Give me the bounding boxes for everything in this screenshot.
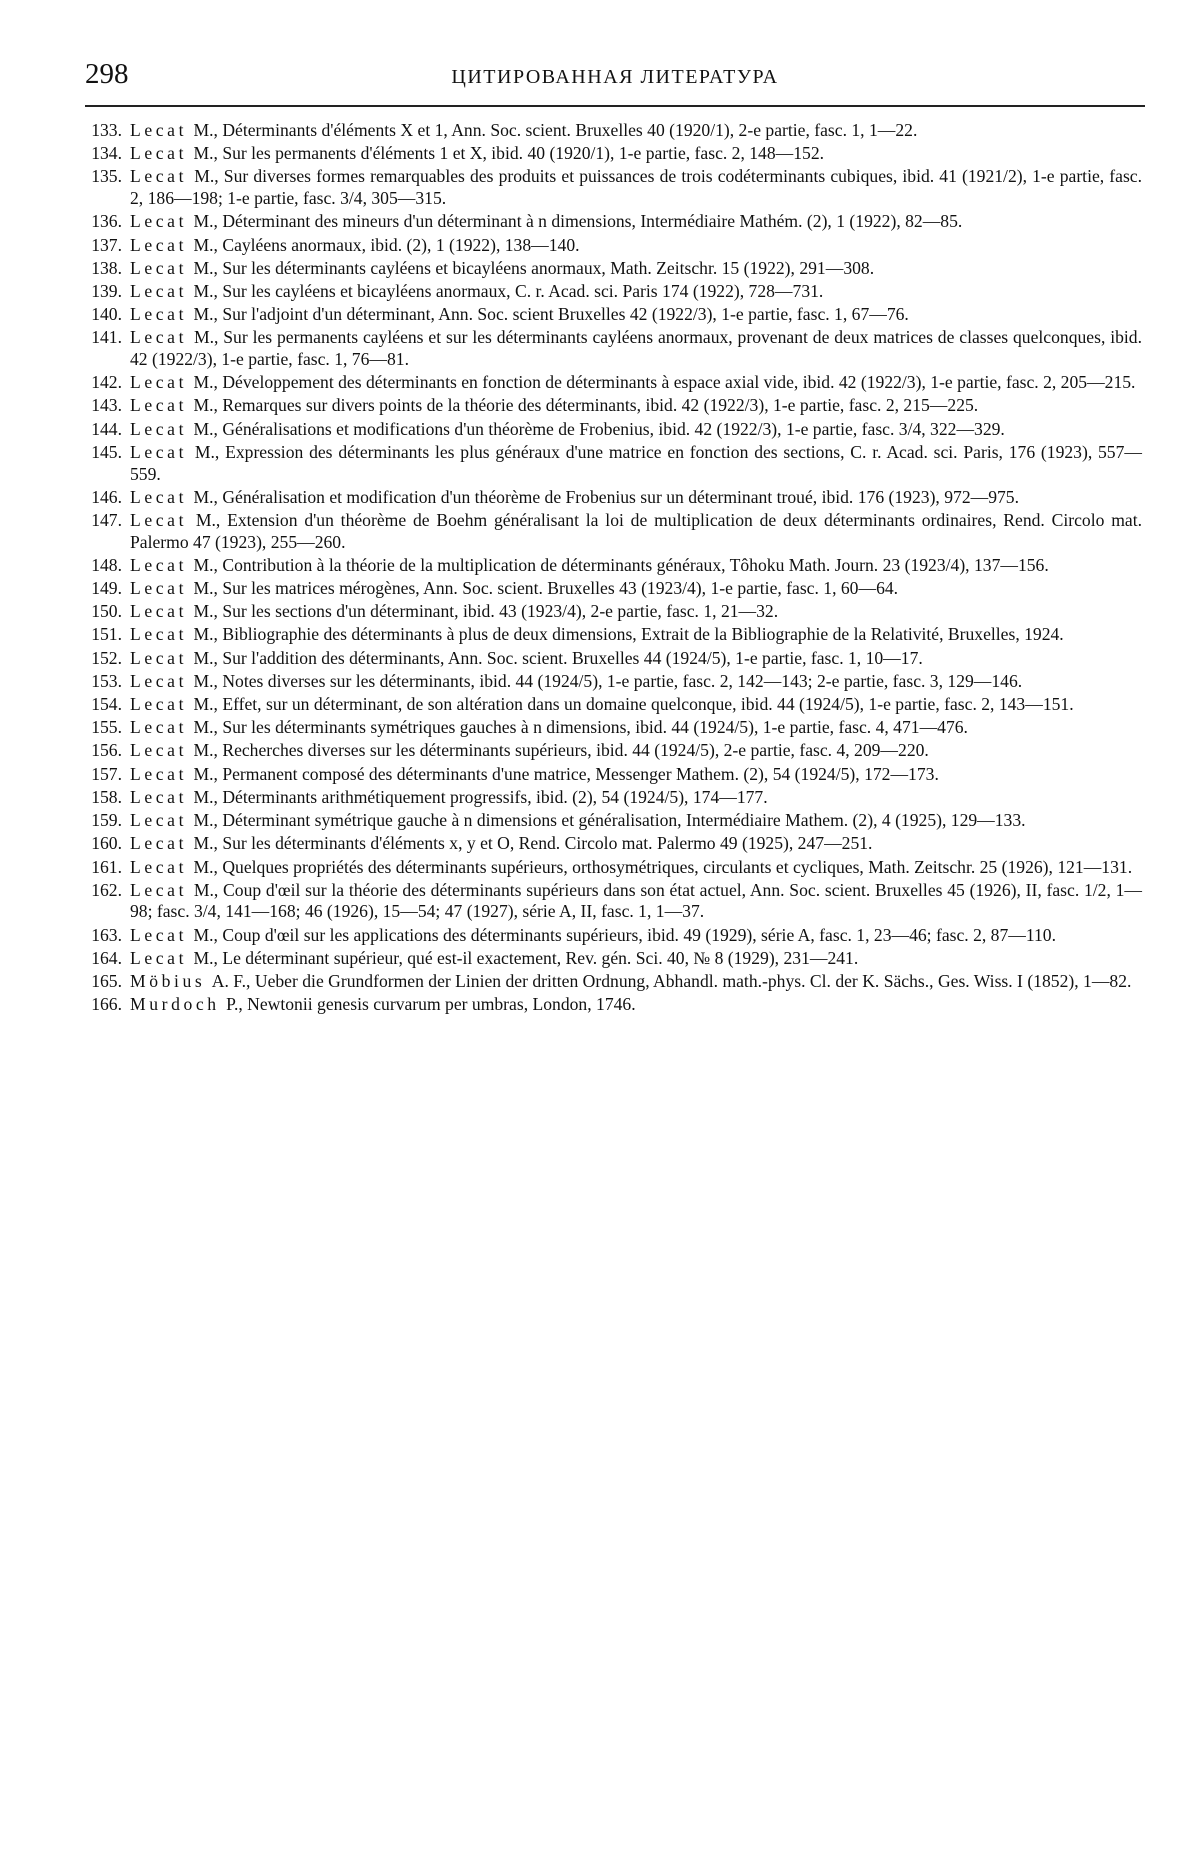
- reference-text: Sur les déterminants d'éléments x, y et O, Rend. Circolo mat. Palermo 49 (1925), 247—251.: [222, 833, 872, 853]
- reference-author: Lecat: [130, 787, 187, 807]
- reference-text: Sur les permanents d'éléments 1 et X, ibid. 40 (1920/1), 1-e partie, fasc. 2, 148—152.: [222, 143, 824, 163]
- reference-author: Lecat: [130, 764, 187, 784]
- reference-number: 140.: [60, 304, 122, 326]
- reference-entry: [60, 327, 1142, 370]
- reference-number: 148.: [60, 555, 122, 577]
- reference-entry: [60, 372, 1142, 394]
- reference-author: Lecat: [130, 211, 187, 231]
- reference-initials: M.,: [193, 671, 217, 691]
- reference-text: Déterminants d'éléments X et 1, Ann. Soc. scient. Bruxelles 40 (1920/1), 2-e partie, fasc. 1, 1—22.: [222, 120, 917, 140]
- reference-text: Extension d'un théorème de Boehm généralisant la loi de multiplication de deux déterminants ordinaires, Rend. Circolo mat. Palermo 47 (1923), 255—260.: [130, 510, 1142, 552]
- reference-initials: M.,: [193, 601, 217, 621]
- reference-number: 156.: [60, 740, 122, 762]
- reference-number: 147.: [60, 510, 122, 532]
- page-number: 298: [85, 58, 129, 91]
- reference-number: 137.: [60, 235, 122, 257]
- reference-initials: M.,: [193, 211, 217, 231]
- reference-text: Contribution à la théorie de la multiplication de déterminants généraux, Tôhoku Math. Journ. 23 (1923/4), 137—156.: [222, 555, 1048, 575]
- reference-author: Lecat: [130, 857, 187, 877]
- reference-author: Lecat: [130, 717, 187, 737]
- reference-entry: [60, 810, 1142, 832]
- reference-text: Généralisation et modification d'un théorème de Frobenius sur un déterminant troué, ibid. 176 (1923), 972—975.: [222, 487, 1019, 507]
- reference-initials: M.,: [196, 510, 220, 530]
- reference-author: Lecat: [130, 694, 187, 714]
- reference-initials: M.,: [193, 764, 217, 784]
- reference-entry: [60, 211, 1142, 233]
- reference-author: Lecat: [130, 648, 187, 668]
- reference-initials: A. F.,: [212, 971, 251, 991]
- reference-entry: [60, 166, 1142, 209]
- reference-initials: M.,: [193, 717, 217, 737]
- reference-number: 133.: [60, 120, 122, 142]
- reference-number: 144.: [60, 419, 122, 441]
- reference-text: Bibliographie des déterminants à plus de deux dimensions, Extrait de la Bibliographie de la Relativité, Bruxelles, 1924.: [222, 624, 1063, 644]
- reference-text: Recherches diverses sur les déterminants supérieurs, ibid. 44 (1924/5), 2-e partie, fasc. 4, 209—220.: [222, 740, 929, 760]
- reference-entry: [60, 510, 1142, 553]
- page-header: [85, 58, 1145, 98]
- reference-number: 146.: [60, 487, 122, 509]
- reference-initials: M.,: [193, 395, 217, 415]
- reference-initials: M.,: [193, 578, 217, 598]
- reference-initials: M.,: [194, 880, 218, 900]
- reference-text: Coup d'œil sur les applications des déterminants supérieurs, ibid. 49 (1929), série A, fasc. 1, 23—46; fasc. 2, 87—110.: [222, 925, 1056, 945]
- reference-entry: [60, 857, 1142, 879]
- reference-number: 150.: [60, 601, 122, 623]
- reference-author: Lecat: [130, 833, 187, 853]
- reference-author: Lecat: [130, 487, 187, 507]
- reference-text: Ueber die Grundformen der Linien der dritten Ordnung, Abhandl. math.-phys. Cl. der K. Sächs., Ges. Wiss. I (1852), 1—82.: [255, 971, 1132, 991]
- reference-text: Quelques propriétés des déterminants supérieurs, orthosymétriques, circulants et cycliques, Math. Zeitschr. 25 (1926), 121—131.: [222, 857, 1132, 877]
- reference-entry: [60, 601, 1142, 623]
- reference-author: Lecat: [130, 925, 187, 945]
- reference-initials: M.,: [194, 327, 218, 347]
- reference-entry: [60, 948, 1142, 970]
- reference-initials: M.,: [193, 143, 217, 163]
- reference-author: Lecat: [130, 601, 187, 621]
- reference-number: 136.: [60, 211, 122, 233]
- reference-text: Le déterminant supérieur, qué est-il exactement, Rev. gén. Sci. 40, № 8 (1929), 231—241.: [222, 948, 858, 968]
- reference-entry: [60, 833, 1142, 855]
- reference-text: Déterminant des mineurs d'un déterminant à n dimensions, Intermédiaire Mathém. (2), 1 (1922), 82—85.: [222, 211, 962, 231]
- reference-number: 139.: [60, 281, 122, 303]
- reference-entry: [60, 925, 1142, 947]
- reference-initials: M.,: [193, 487, 217, 507]
- reference-number: 154.: [60, 694, 122, 716]
- reference-author: Lecat: [130, 372, 187, 392]
- reference-initials: M.,: [193, 925, 217, 945]
- reference-entry: [60, 395, 1142, 417]
- reference-text: Expression des déterminants les plus généraux d'une matrice en fonction des sections, C. r. Acad. sci. Paris, 176 (1923), 557—559.: [130, 442, 1142, 484]
- reference-initials: M.,: [193, 624, 217, 644]
- reference-entry: [60, 717, 1142, 739]
- reference-entry: [60, 442, 1142, 485]
- reference-text: Sur les matrices mérogènes, Ann. Soc. scient. Bruxelles 43 (1923/4), 1-e partie, fasc. 1, 60—64.: [222, 578, 898, 598]
- reference-initials: M.,: [193, 787, 217, 807]
- reference-number: 155.: [60, 717, 122, 739]
- header-divider: [85, 105, 1145, 107]
- reference-entry: [60, 971, 1142, 993]
- reference-author: Lecat: [130, 740, 187, 760]
- reference-author: Lecat: [130, 304, 187, 324]
- reference-entry: [60, 258, 1142, 280]
- reference-text: Sur diverses formes remarquables des produits et puissances de trois codéterminants cubiques, ibid. 41 (1921/2), 1-e partie, fasc. 2, 186—198; 1-e partie, fasc. 3/4, 305—315.: [130, 166, 1142, 208]
- reference-initials: M.,: [193, 857, 217, 877]
- reference-author: Lecat: [130, 880, 187, 900]
- reference-entry: [60, 419, 1142, 441]
- reference-entry: [60, 671, 1142, 693]
- reference-author: Lecat: [130, 120, 187, 140]
- reference-initials: M.,: [193, 281, 217, 301]
- reference-text: Sur les cayléens et bicayléens anormaux, C. r. Acad. sci. Paris 174 (1922), 728—731.: [222, 281, 823, 301]
- reference-number: 157.: [60, 764, 122, 786]
- reference-author: Lecat: [130, 281, 187, 301]
- reference-author: Lecat: [130, 327, 187, 347]
- reference-text: Sur l'addition des déterminants, Ann. Soc. scient. Bruxelles 44 (1924/5), 1-e partie, fasc. 1, 10—17.: [222, 648, 922, 668]
- reference-initials: M.,: [193, 419, 217, 439]
- reference-number: 138.: [60, 258, 122, 280]
- reference-initials: M.,: [193, 372, 217, 392]
- reference-number: 160.: [60, 833, 122, 855]
- reference-number: 166.: [60, 994, 122, 1016]
- reference-author: Lecat: [130, 442, 187, 462]
- reference-author: Lecat: [130, 510, 187, 530]
- reference-initials: M.,: [193, 948, 217, 968]
- reference-author: Lecat: [130, 258, 187, 278]
- reference-number: 143.: [60, 395, 122, 417]
- reference-text: Remarques sur divers points de la théorie des déterminants, ibid. 42 (1922/3), 1-e partie, fasc. 2, 215—225.: [222, 395, 978, 415]
- reference-text: Cayléens anormaux, ibid. (2), 1 (1922), 138—140.: [222, 235, 579, 255]
- reference-text: Sur les déterminants cayléens et bicayléens anormaux, Math. Zeitschr. 15 (1922), 291—308.: [222, 258, 874, 278]
- reference-entry: [60, 994, 1142, 1016]
- reference-entry: [60, 787, 1142, 809]
- reference-initials: P.,: [226, 994, 243, 1014]
- reference-text: Notes diverses sur les déterminants, ibid. 44 (1924/5), 1-e partie, fasc. 2, 142—143; 2-e partie, fasc. 3, 129—146.: [222, 671, 1022, 691]
- reference-number: 158.: [60, 787, 122, 809]
- reference-initials: M.,: [193, 555, 217, 575]
- reference-number: 153.: [60, 671, 122, 693]
- reference-text: Déterminants arithmétiquement progressifs, ibid. (2), 54 (1924/5), 174—177.: [222, 787, 767, 807]
- reference-number: 141.: [60, 327, 122, 349]
- reference-entry: [60, 487, 1142, 509]
- reference-number: 161.: [60, 857, 122, 879]
- reference-number: 164.: [60, 948, 122, 970]
- document-page: [0, 0, 1200, 1869]
- reference-number: 149.: [60, 578, 122, 600]
- reference-initials: M.,: [193, 694, 217, 714]
- reference-author: Lecat: [130, 578, 187, 598]
- reference-number: 163.: [60, 925, 122, 947]
- reference-initials: M.,: [193, 304, 217, 324]
- reference-initials: M.,: [193, 833, 217, 853]
- reference-initials: M.,: [193, 120, 217, 140]
- reference-author: Lecat: [130, 419, 187, 439]
- reference-author: Lecat: [130, 810, 187, 830]
- reference-author: Lecat: [130, 395, 187, 415]
- reference-entry: [60, 880, 1142, 923]
- reference-author: Lecat: [130, 143, 187, 163]
- reference-initials: M.,: [193, 810, 217, 830]
- reference-initials: M.,: [193, 235, 217, 255]
- reference-number: 142.: [60, 372, 122, 394]
- reference-number: 145.: [60, 442, 122, 464]
- reference-text: Sur les sections d'un déterminant, ibid. 43 (1923/4), 2-e partie, fasc. 1, 21—32.: [222, 601, 778, 621]
- reference-number: 165.: [60, 971, 122, 993]
- reference-entry: [60, 120, 1142, 142]
- reference-entry: [60, 648, 1142, 670]
- reference-author: Lecat: [130, 624, 187, 644]
- reference-number: 152.: [60, 648, 122, 670]
- reference-initials: M.,: [193, 740, 217, 760]
- reference-text: Généralisations et modifications d'un théorème de Frobenius, ibid. 42 (1922/3), 1-e partie, fasc. 3/4, 322—329.: [222, 419, 1005, 439]
- reference-entry: [60, 740, 1142, 762]
- reference-author: Lecat: [130, 555, 187, 575]
- reference-initials: M.,: [195, 442, 219, 462]
- reference-initials: M.,: [194, 166, 218, 186]
- reference-entry: [60, 555, 1142, 577]
- reference-entry: [60, 624, 1142, 646]
- reference-text: Newtonii genesis curvarum per umbras, London, 1746.: [247, 994, 635, 1014]
- reference-entry: [60, 281, 1142, 303]
- reference-entry: [60, 304, 1142, 326]
- reference-number: 159.: [60, 810, 122, 832]
- reference-list: [60, 120, 1142, 1017]
- reference-text: Permanent composé des déterminants d'une matrice, Messenger Mathem. (2), 54 (1924/5), 172—173.: [222, 764, 939, 784]
- reference-number: 162.: [60, 880, 122, 902]
- reference-text: Sur les permanents cayléens et sur les déterminants cayléens anormaux, provenant de deux matrices de classes quelconques, ibid. 42 (1922/3), 1-e partie, fasc. 1, 76—81.: [130, 327, 1142, 369]
- reference-author: Murdoch: [130, 994, 220, 1014]
- reference-number: 135.: [60, 166, 122, 188]
- reference-author: Lecat: [130, 671, 187, 691]
- reference-number: 151.: [60, 624, 122, 646]
- reference-number: 134.: [60, 143, 122, 165]
- reference-initials: M.,: [193, 648, 217, 668]
- reference-text: Développement des déterminants en fonction de déterminants à espace axial vide, ibid. 42 (1922/3), 1-e partie, fasc. 2, 205—215.: [222, 372, 1135, 392]
- reference-entry: [60, 143, 1142, 165]
- reference-author: Möbius: [130, 971, 205, 991]
- reference-entry: [60, 578, 1142, 600]
- reference-text: Coup d'œil sur la théorie des déterminants supérieurs dans son état actuel, Ann. Soc. scient. Bruxelles 45 (1926), II, fasc. 1/2, 1—98; fasc. 3/4, 141—168; 46 (1926), 15—54; 47 (1927), série A, II, fasc. 1, 1—37.: [130, 880, 1142, 922]
- reference-text: Déterminant symétrique gauche à n dimensions et généralisation, Intermédiaire Mathem. (2), 4 (1925), 129—133.: [222, 810, 1025, 830]
- running-title: ЦИТИРОВАННАЯ ЛИТЕРАТУРА: [85, 66, 1145, 89]
- reference-author: Lecat: [130, 235, 187, 255]
- reference-author: Lecat: [130, 948, 187, 968]
- reference-text: Effet, sur un déterminant, de son altération dans un domaine quelconque, ibid. 44 (1924/5), 1-e partie, fasc. 2, 143—151.: [222, 694, 1073, 714]
- reference-entry: [60, 235, 1142, 257]
- reference-text: Sur les déterminants symétriques gauches à n dimensions, ibid. 44 (1924/5), 1-e partie, fasc. 4, 471—476.: [222, 717, 968, 737]
- reference-text: Sur l'adjoint d'un déterminant, Ann. Soc. scient Bruxelles 42 (1922/3), 1-e partie, fasc. 1, 67—76.: [222, 304, 909, 324]
- reference-author: Lecat: [130, 166, 187, 186]
- reference-entry: [60, 694, 1142, 716]
- reference-entry: [60, 764, 1142, 786]
- reference-initials: M.,: [193, 258, 217, 278]
